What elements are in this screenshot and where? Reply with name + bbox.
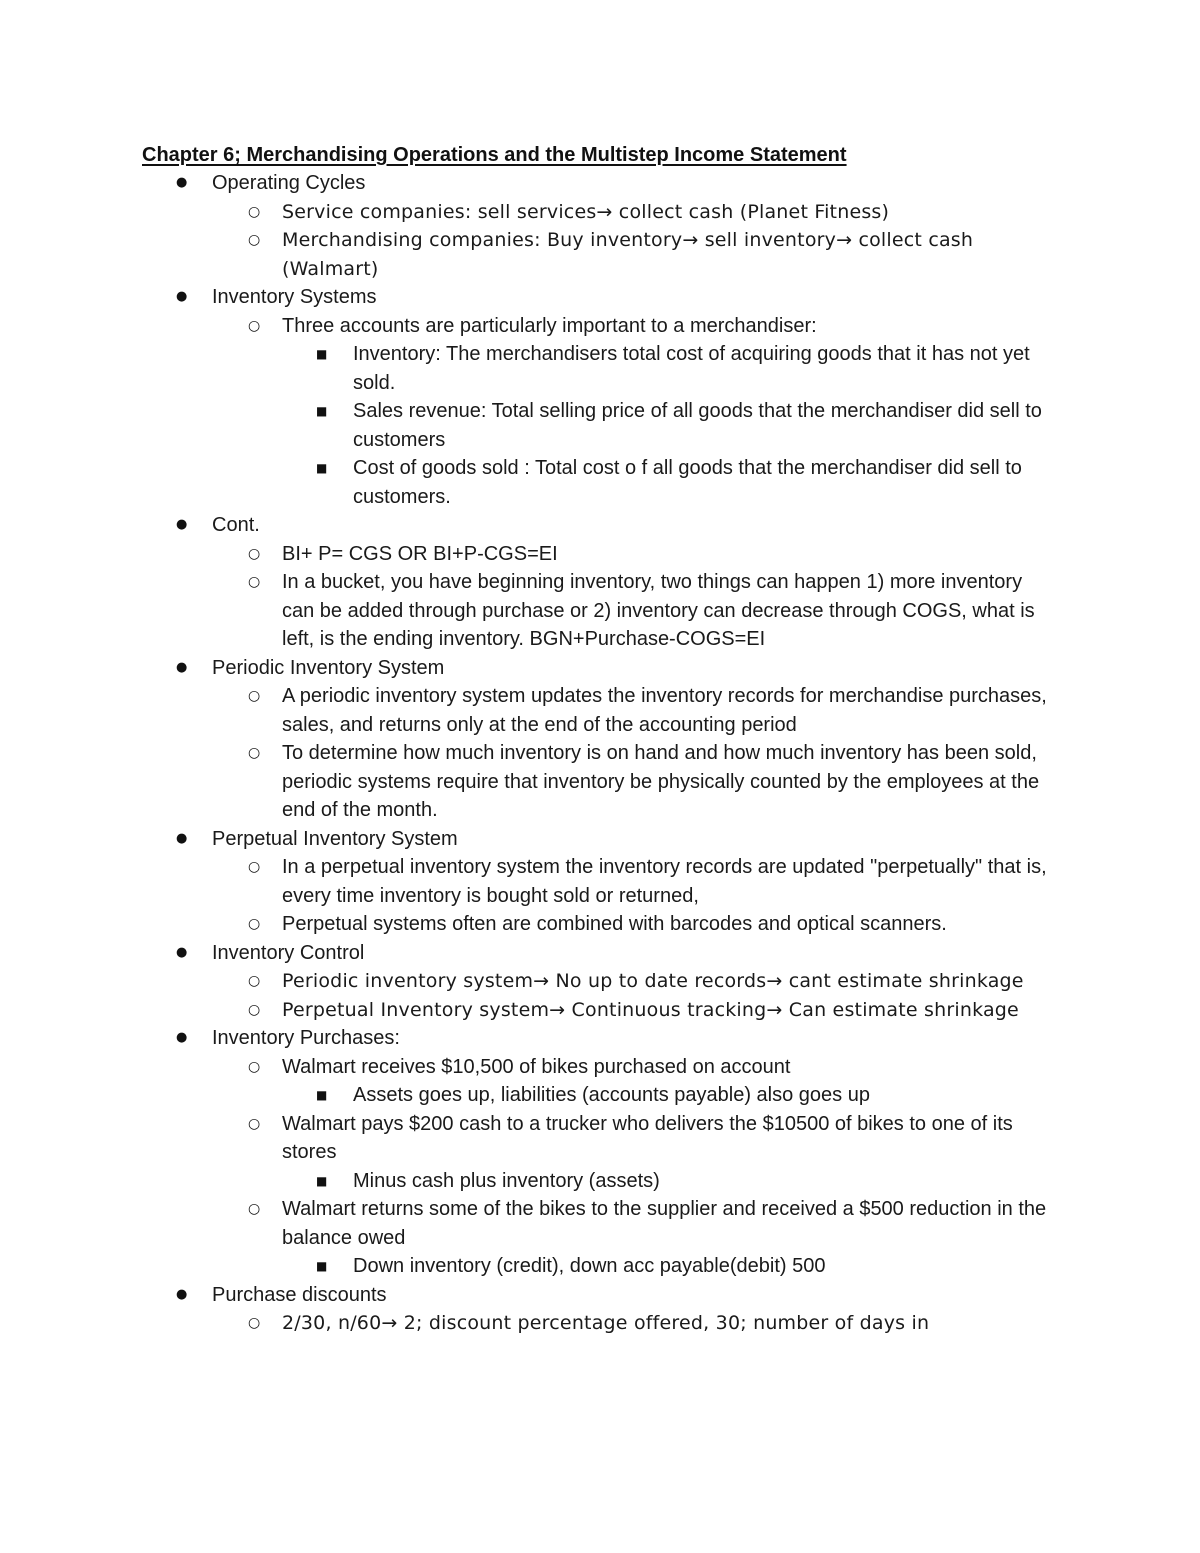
sub-list-item-text: Assets goes up, liabilities (accounts payable) also goes up — [353, 1084, 870, 1106]
bullet-dot-icon: ● — [176, 1286, 188, 1302]
bullet-dot-icon: ● — [176, 659, 188, 675]
bullet-circle-icon: ○ — [248, 1058, 261, 1075]
sub-list-item-text: Minus cash plus inventory (assets) — [353, 1169, 660, 1192]
list-item-text: Service companies: sell services→ collect cash (Planet Fitness) — [282, 200, 890, 223]
list-item-text: 2/30, n/60→ 2; discount percentage offered, 30; number of days in — [282, 1312, 930, 1334]
sub-list-item — [0, 454, 1050, 511]
bullet-square-icon: ■ — [316, 461, 328, 475]
section-label: Inventory Systems — [212, 286, 377, 308]
list-item — [0, 312, 1050, 341]
sub-list-item — [0, 1167, 1050, 1196]
bullet-circle-icon: ○ — [248, 1315, 261, 1331]
sub-list-item-text: Sales revenue: Total selling price of all goods that the merchandiser did sell to customers — [353, 400, 1042, 451]
bullet-circle-icon: ○ — [248, 745, 261, 761]
list-item-text: Periodic inventory system→ No up to date records→ cant estimate shrinkage — [282, 970, 1024, 992]
bullet-circle-icon: ○ — [248, 859, 261, 875]
section-label: Cont. — [212, 514, 260, 536]
section-label: Operating Cycles — [212, 172, 366, 194]
list-item-text: Walmart receives $10,500 of bikes purchased on account — [282, 1055, 791, 1078]
sub-list-item-text: Inventory: The merchandisers total cost of acquiring goods that it has not yet sold. — [353, 343, 1030, 394]
section-item — [0, 825, 1050, 854]
section-item — [0, 939, 1050, 968]
bullet-square-icon: ■ — [316, 1088, 328, 1102]
list-item — [0, 853, 1050, 910]
bullet-circle-icon: ○ — [248, 203, 261, 220]
bullet-circle-icon: ○ — [248, 1001, 261, 1018]
list-item — [0, 967, 1050, 996]
sub-list-item — [0, 1252, 1050, 1281]
list-item-text: To determine how much inventory is on hand and how much inventory has been sold, periodic systems require that inventory be physically counted by the employees at the end of the month. — [282, 742, 1040, 821]
list-item — [0, 1110, 1050, 1167]
bullet-circle-icon: ○ — [248, 1201, 261, 1217]
list-item — [0, 910, 1050, 939]
list-item — [0, 996, 1050, 1025]
list-item — [0, 1309, 1050, 1338]
bullet-dot-icon: ● — [176, 1030, 188, 1045]
section-label: Inventory Purchases: — [212, 1027, 400, 1049]
bullet-circle-icon: ○ — [248, 317, 261, 334]
list-item-text: BI+ P= CGS OR BI+P-CGS=EI — [282, 542, 558, 565]
list-item-text: Merchandising companies: Buy inventory→ sell inventory→ collect cash (Walmart) — [282, 229, 974, 280]
list-item — [0, 568, 1050, 654]
bullet-dot-icon: ● — [176, 517, 188, 532]
bullet-square-icon: ■ — [316, 1173, 328, 1188]
bullet-circle-icon: ○ — [248, 1115, 261, 1132]
section-label: Inventory Control — [212, 941, 365, 964]
section-item — [0, 1024, 1050, 1053]
bullet-dot-icon: ● — [176, 289, 188, 304]
sub-list-item — [0, 340, 1050, 397]
bullet-circle-icon: ○ — [248, 916, 261, 932]
list-item-text: Walmart returns some of the bikes to the supplier and received a $500 reduction in the balance owed — [282, 1198, 1047, 1249]
sub-list-item-text: Cost of goods sold : Total cost o f all goods that the merchandiser did sell to customers. — [353, 457, 1022, 508]
section-item — [0, 511, 1050, 540]
list-item — [0, 198, 1050, 227]
bullet-circle-icon: ○ — [248, 973, 261, 989]
list-item-text: In a perpetual inventory system the inventory records are updated "perpetually" that is, every time inventory is bought sold or returned, — [282, 856, 1047, 907]
section-label: Periodic Inventory System — [212, 656, 445, 679]
bullet-circle-icon: ○ — [248, 574, 261, 590]
list-item — [0, 1195, 1050, 1252]
section-label: Purchase discounts — [212, 1283, 387, 1306]
list-item — [0, 682, 1050, 739]
section-item — [0, 283, 1050, 312]
list-item — [0, 540, 1050, 569]
list-item — [0, 226, 1050, 283]
notes-outline — [0, 169, 1200, 1338]
bullet-square-icon: ■ — [316, 1259, 328, 1273]
bullet-circle-icon: ○ — [248, 545, 261, 562]
sub-list-item-text: Down inventory (credit), down acc payable(debit) 500 — [353, 1255, 826, 1277]
bullet-circle-icon: ○ — [248, 688, 261, 704]
list-item — [0, 739, 1050, 825]
section-item — [0, 654, 1050, 683]
bullet-dot-icon: ● — [176, 944, 188, 960]
list-item-text: Perpetual Inventory system→ Continuous tracking→ Can estimate shrinkage — [282, 998, 1019, 1021]
list-item — [0, 1053, 1050, 1082]
list-item-text: In a bucket, you have beginning inventory, two things can happen 1) more inventory can be added through purchase or 2) inventory can decrease through COGS, what is left, is the ending inventory. BGN+Purchase-COGS=EI — [282, 571, 1035, 650]
bullet-dot-icon: ● — [176, 830, 188, 846]
list-item-text: Walmart pays $200 cash to a trucker who delivers the $10500 of bikes to one of its stores — [282, 1112, 1013, 1163]
section-label: Perpetual Inventory System — [212, 827, 458, 850]
bullet-square-icon: ■ — [316, 347, 328, 361]
list-item-text: Perpetual systems often are combined with barcodes and optical scanners. — [282, 913, 947, 935]
section-item — [0, 1281, 1050, 1310]
list-item-text: Three accounts are particularly important to a merchandiser: — [282, 314, 817, 337]
bullet-dot-icon: ● — [176, 175, 188, 190]
bullet-square-icon: ■ — [316, 404, 328, 418]
bullet-circle-icon: ○ — [248, 232, 261, 248]
sub-list-item — [0, 1081, 1050, 1110]
list-item-text: A periodic inventory system updates the inventory records for merchandise purchases, sales, and returns only at the end of the accounting period — [282, 685, 1047, 736]
page-title: Chapter 6; Merchandising Operations and the Multistep Income Statement — [142, 144, 847, 166]
section-item — [0, 169, 1050, 198]
sub-list-item — [0, 397, 1050, 454]
